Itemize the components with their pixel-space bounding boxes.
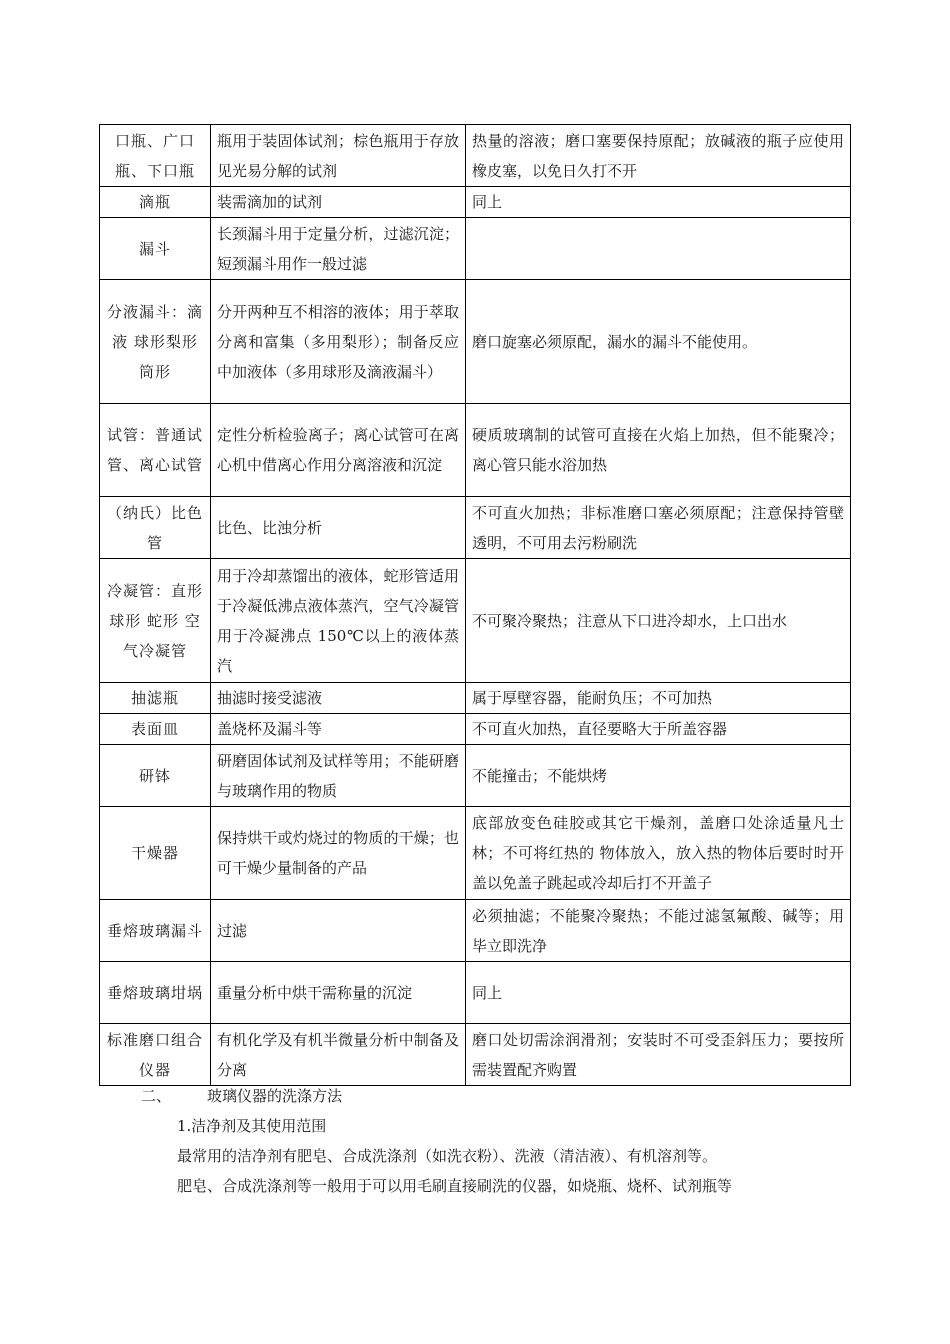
instrument-note: 底部放变色硅胶或其它干燥剂，盖磨口处涂适量凡士林；不可将红热的 物体放入，放入热的物体后要时时开盖以免盖子跳起或冷却后打不开盖子 xyxy=(466,807,851,900)
table-row xyxy=(100,280,851,404)
instrument-name: 表面皿 xyxy=(100,714,211,745)
instrument-use: 保持烘干或灼烧过的物质的干燥；也可干燥少量制备的产品 xyxy=(211,807,466,900)
paragraph: 最常用的洁净剂有肥皂、合成洗涤剂（如洗衣粉）、洗液（清洁液）、有机溶剂等。 xyxy=(177,1147,718,1165)
instrument-use: 有机化学及有机半微量分析中制备及分离 xyxy=(211,1024,466,1086)
instrument-name: 口瓶、广口瓶、下口瓶 xyxy=(100,125,211,187)
instrument-name: 漏斗 xyxy=(100,218,211,280)
instrument-use: 长颈漏斗用于定量分析，过滤沉淀；短颈漏斗用作一般过滤 xyxy=(211,218,466,280)
instrument-name: 分液漏斗：滴液 球形梨形 筒形 xyxy=(100,280,211,404)
instrument-name: 抽滤瓶 xyxy=(100,683,211,714)
instrument-note: 不可直火加热，直径要略大于所盖容器 xyxy=(466,714,851,745)
instrument-note: 同上 xyxy=(466,962,851,1024)
instrument-note: 不能撞击；不能烘烤 xyxy=(466,745,851,807)
washing-section xyxy=(99,1081,851,1201)
instrument-name: 标准磨口组合仪器 xyxy=(100,1024,211,1086)
instrument-note: 必须抽滤；不能聚冷聚热；不能过滤氢氟酸、碱等；用毕立即洗净 xyxy=(466,900,851,962)
instrument-note: 不可直火加热；非标准磨口塞必须原配；注意保持管壁透明，不可用去污粉刷洗 xyxy=(466,497,851,559)
instrument-use: 装需滴加的试剂 xyxy=(211,187,466,218)
instrument-use: 过滤 xyxy=(211,900,466,962)
instrument-use: 瓶用于装固体试剂；棕色瓶用于存放见光易分解的试剂 xyxy=(211,125,466,187)
instrument-name: 垂熔玻璃坩埚 xyxy=(100,962,211,1024)
instrument-name: 滴瓶 xyxy=(100,187,211,218)
sub-heading: 1.洁净剂及其使用范围 xyxy=(177,1117,327,1135)
instrument-use: 用于冷却蒸馏出的液体，蛇形管适用于冷凝低沸点液体蒸汽，空气冷凝管用于冷凝沸点 150℃以上的液体蒸汽 xyxy=(211,559,466,683)
glassware-table xyxy=(99,124,851,1086)
table-row xyxy=(100,497,851,559)
section-heading xyxy=(99,1081,851,1111)
instrument-use: 抽滤时接受滤液 xyxy=(211,683,466,714)
section-title: 玻璃仪器的洗涤方法 xyxy=(207,1087,343,1105)
table-row xyxy=(100,1024,851,1086)
instrument-name: 研钵 xyxy=(100,745,211,807)
instrument-note: 磨口旋塞必须原配，漏水的漏斗不能使用。 xyxy=(466,280,851,404)
table-row xyxy=(100,187,851,218)
table-row xyxy=(100,559,851,683)
table-row xyxy=(100,404,851,497)
instrument-note: 磨口处切需涂润滑剂；安装时不可受歪斜压力；要按所需装置配齐购置 xyxy=(466,1024,851,1086)
instrument-note: 硬质玻璃制的试管可直接在火焰上加热，但不能聚冷；离心管只能水浴加热 xyxy=(466,404,851,497)
table-row xyxy=(100,125,851,187)
table-row xyxy=(100,218,851,280)
instrument-note: 同上 xyxy=(466,187,851,218)
table-row xyxy=(100,900,851,962)
instrument-note: 不可聚冷聚热；注意从下口进冷却水，上口出水 xyxy=(466,559,851,683)
section-number: 二、 xyxy=(141,1087,172,1105)
instrument-use: 定性分析检验离子；离心试管可在离心机中借离心作用分离溶液和沉淀 xyxy=(211,404,466,497)
table-row xyxy=(100,714,851,745)
instrument-note: 属于厚壁容器，能耐负压；不可加热 xyxy=(466,683,851,714)
table-row xyxy=(100,962,851,1024)
instrument-use: 重量分析中烘干需称量的沉淀 xyxy=(211,962,466,1024)
instrument-name: （纳氏）比色管 xyxy=(100,497,211,559)
instrument-name: 冷凝管：直形 球形 蛇形 空气冷凝管 xyxy=(100,559,211,683)
table-row xyxy=(100,745,851,807)
instrument-use: 比色、比浊分析 xyxy=(211,497,466,559)
instrument-note: 热量的溶液；磨口塞要保持原配；放碱液的瓶子应使用橡皮塞，以免日久打不开 xyxy=(466,125,851,187)
table-row xyxy=(100,683,851,714)
instrument-use: 研磨固体试剂及试样等用；不能研磨与玻璃作用的物质 xyxy=(211,745,466,807)
instrument-name: 垂熔玻璃漏斗 xyxy=(100,900,211,962)
instrument-name: 干燥器 xyxy=(100,807,211,900)
instrument-use: 分开两种互不相溶的液体；用于萃取分离和富集（多用梨形）；制备反应中加液体（多用球形及滴液漏斗） xyxy=(211,280,466,404)
paragraph: 肥皂、合成洗涤剂等一般用于可以用毛刷直接刷洗的仪器，如烧瓶、烧杯、试剂瓶等 xyxy=(177,1177,733,1195)
instrument-use: 盖烧杯及漏斗等 xyxy=(211,714,466,745)
table-row xyxy=(100,807,851,900)
instrument-note xyxy=(466,218,851,280)
instrument-name: 试管：普通试管、离心试管 xyxy=(100,404,211,497)
